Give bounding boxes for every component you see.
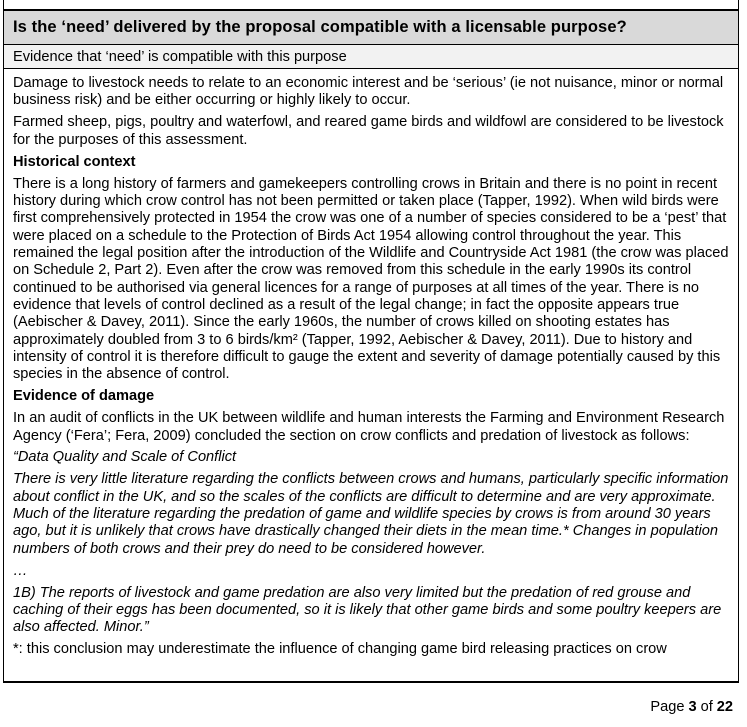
paragraph-historical-context: There is a long history of farmers and gamekeepers controlling crows in Britain and there is no point in recent history during which crow control has not been permitted or taken place (Tapper, 1992). When wild birds were first comprehensively protected in 1954 the crow was one of a number of species considered to be a ‘pest’ that were placed on a schedule to the Protection of Birds Act 1954 allowing control throughout the year. This remained the legal position after the introduction of the Wildlife and Countryside Act 1981 (the crow was placed on Schedule 2, Part 2). Even after the crow was removed from this schedule in the early 1990s its control continued to be authorised via general licences for a range of purposes at all times of the year. There is no evidence that levels of control declined as a result of the legal change; in fact the opposite appears true (Aebischer & Davey, 2011). Since the early 1960s, the number of crows killed on shooting estates has approximately doubled from 3 to 6 birds/km² (Tapper, 1992, Aebischer & Davey, 2011). Due to history and intensity of control it is therefore difficult to gauge the extent and severity of damage potentially caused by this species in the absence of control. <box>13 175 729 383</box>
paragraph-damage-definition: Damage to livestock needs to relate to an economic interest and be ‘serious’ (ie not nuisance, minor or normal business risk) and be either occurring or highly likely to occur. <box>13 75 724 109</box>
footer-of-label: of <box>700 699 713 715</box>
page-number-footer <box>650 699 733 715</box>
footer-total-pages: 22 <box>716 699 733 715</box>
table-body-cell <box>4 69 738 683</box>
footer-page-label: Page <box>650 699 685 715</box>
table-top-partial-row <box>4 0 738 11</box>
section-heading-historical-context: Historical context <box>13 153 136 170</box>
table-title-row <box>4 11 738 45</box>
quote-paragraph-1b-minor: 1B) The reports of livestock and game predation are also very limited but the predation of red grouse and caching of their eggs has been documented, so it is likely that other game birds and some poultry keepers are also affected. Minor.” <box>13 584 722 636</box>
quote-paragraph-literature: There is very little literature regarding the conflicts between crows and humans, particularly specific information about conflict in the UK, and so the scales of the conflicts are difficult to determine and are very approximate. Much of the literature regarding the predation of game and wildlife species by crows is from around 30 years ago, but it is unlikely that crows have drastically changed their diets in the mean time.* Changes in population numbers of both crows and their prey do need to be considered however. <box>13 471 729 557</box>
paragraph-livestock-scope: Farmed sheep, pigs, poultry and waterfowl, and reared game birds and wildfowl are considered to be livestock for the purposes of this assessment. <box>13 114 724 148</box>
section-heading-evidence-of-damage: Evidence of damage <box>13 388 155 405</box>
table-subtitle: Evidence that ‘need’ is compatible with this purpose <box>13 48 347 65</box>
paragraph-fera-audit-intro: In an audit of conflicts in the UK between wildlife and human interests the Farming and Environment Research Agency (‘Fera’; Fera, 2009) concluded the section on crow conflicts and predation of livestock as follows: <box>13 410 725 444</box>
assessment-table <box>3 0 739 683</box>
table-subtitle-row <box>4 45 738 69</box>
footer-page-number: 3 <box>688 699 697 715</box>
paragraph-footnote-asterisk: *: this conclusion may underestimate the influence of changing game bird releasing practices on crow <box>13 641 667 658</box>
table-title: Is the ‘need’ delivered by the proposal compatible with a licensable purpose? <box>13 18 627 36</box>
quote-title-data-quality: “Data Quality and Scale of Conflict <box>13 449 237 466</box>
quote-ellipsis: … <box>13 562 28 579</box>
